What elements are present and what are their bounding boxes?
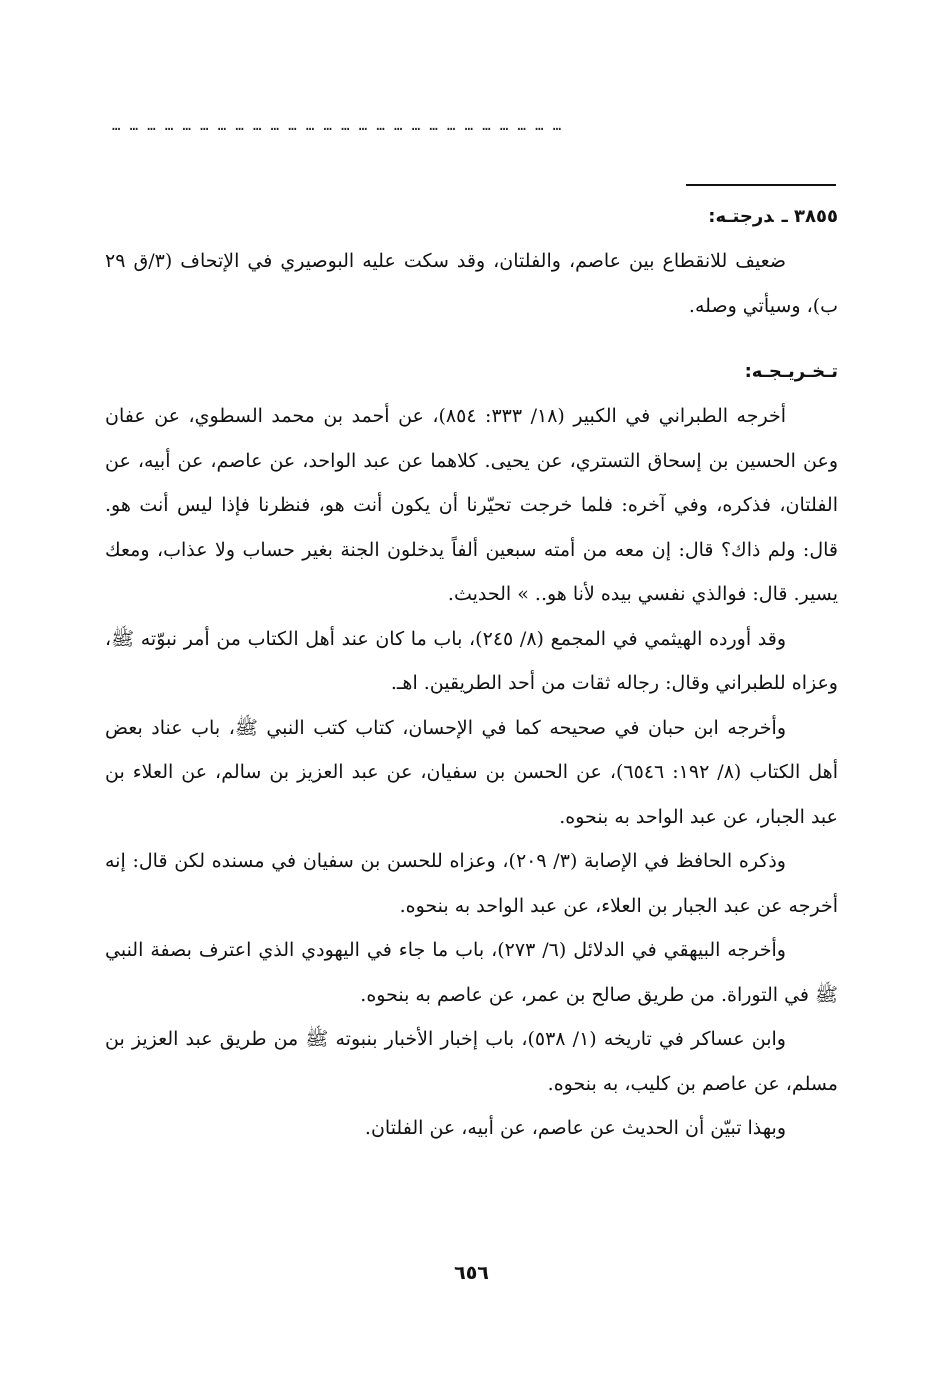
takhrij-heading: تـخـريـجـه:	[744, 361, 838, 382]
takhrij-paragraph-7: وبهذا تبيّن أن الحديث عن عاصم، عن أبيه، عن الفلتان.	[364, 1117, 786, 1139]
takhrij-paragraph-3: وأخرجه ابن حبان في صحيحه كما في الإحسان، كتاب كتب النبي ﷺ، باب عناد بعض أهل الكتاب (٨/ ١٩٢: ٦٥٤٦)، عن الحسن بن سفيان، عن عبد العزيز بن سالم، عن العلاء بن عبد الجبار، عن عبد الواحد به بنحوه.	[105, 716, 838, 828]
takhrij-paragraph-2: وقد أورده الهيثمي في المجمع (٨/ ٢٤٥)، باب ما كان عند أهل الكتاب من أمر نبوّته ﷺ، وعزاه للطبراني وقال: رجاله ثقات من أحد الطريقين. اهـ.	[105, 627, 838, 694]
takhrij-paragraph-4: وذكره الحافظ في الإصابة (٣/ ٢٠٩)، وعزاه للحسن بن سفيان في مسنده لكن قال: إنه أخرجه عن عبد الجبار بن العلاء، عن عبد الواحد به بنحوه.	[105, 850, 838, 917]
footnote-rule	[686, 184, 836, 186]
takhrij-paragraph-5: وأخرجه البيهقي في الدلائل (٦/ ٢٧٣)، باب ما جاء في اليهودي الذي اعترف بصفة النبي ﷺ في التوراة. من طريق صالح بن عمر، عن عاصم به بنحوه.	[105, 939, 838, 1006]
page-content	[105, 195, 838, 1151]
page-number: ٦٥٦	[454, 1262, 489, 1284]
degree-text: ضعيف للانقطاع بين عاصم، والفلتان، وقد سكت عليه البوصيري في الإتحاف (٣/ق ٢٩ ب)، وسيأتي وصله.	[105, 250, 838, 317]
hadith-number: ٣٨٥٥ ـ	[781, 206, 838, 227]
degree-title: درجتـه:	[708, 206, 774, 227]
degree-heading	[105, 195, 838, 239]
takhrij-paragraph-1: أخرجه الطبراني في الكبير (١٨/ ٣٣٣: ٨٥٤)، عن أحمد بن محمد السطوي، عن عفان وعن الحسين بن إسحاق التستري، عن يحيى. كلاهما عن عبد الواحد، عن عاصم، عن أبيه، عن الفلتان، فذكره، وفي آخره: فلما خرجت تحيّرنا أن يكون أنت هو، فنظرنا فإذا ليس أنت هو. قال: ولم ذاك؟ قال: إن معه من أمته سبعين ألفاً يدخلون الجنة بغير حساب ولا عذاب، ومعك يسير. قال: فوالذي نفسي بيده لأنا هو.. » الحديث.	[105, 405, 838, 605]
takhrij-paragraph-6: وابن عساكر في تاريخه (١/ ٥٣٨)، باب إخبار الأخبار بنبوته ﷺ من طريق عبد العزيز بن مسلم، عن عاصم بن كليب، به بنحوه.	[105, 1028, 838, 1095]
dotted-separator: ……………………………………………………………………	[112, 118, 571, 134]
